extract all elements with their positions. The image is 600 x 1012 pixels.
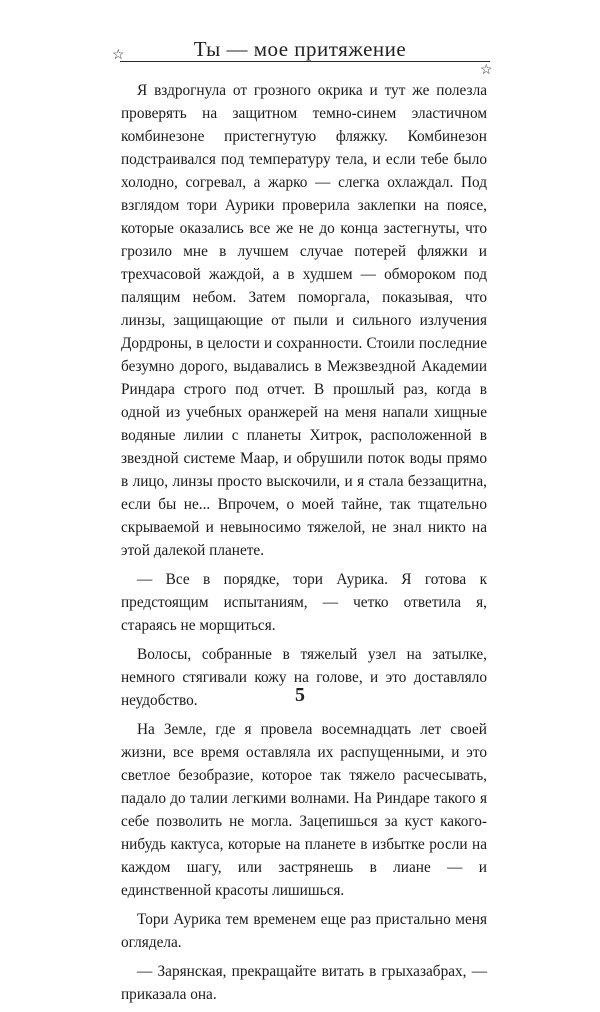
paragraph: Я вздрогнула от грозного окрика и тут же полезла проверять на защитном темно-синем эластичном комбинезоне пристегнутую фляжку. Комбинезон подстраивался под температуру тела, и если тебе было холодно, согревал, а жарко — слегка охлаждал. Под взглядом тори Аурики проверила заклепки на поясе, которые оказались все же не до конца застегнуты, что грозило мне в лучшем случае потерей фляжки и трехчасовой жаждой, а в худшем — обмороком под палящим небом. Затем поморгала, показывая, что линзы, защищающие от пыли и сильного излучения Дордроны, в целости и сохранности. Стоили последние безумно дорого, выдавались в Межзвездной Академии Риндара строго под отчет. В прошлый раз, когда в одной из учебных оранжерей на меня напали хищные водяные лилии с планеты Хитрок, расположенной в звездной системе Маар, и обрушили поток воды прямо в лицо, линзы просто выскочили, и я стала беззащитна, если бы не... Впрочем, о моей тайне, так тщательно скрываемой и невыносимо тяжелой, не знал никто на этой далекой планете.	[121, 82, 487, 559]
body-text	[121, 79, 487, 1012]
paragraph: — Зарянская, прекращайте витать в грыхазабрах, — приказала она.	[121, 963, 487, 1003]
running-header	[0, 0, 600, 78]
page-number: 5	[295, 684, 305, 706]
header-rule	[120, 61, 490, 62]
paragraph: На Земле, где я провела восемнадцать лет своей жизни, все время оставляла их распущенными, и это светлое безобразие, которое так тяжело расчесывать, падало до талии легкими волнами. На Риндаре такого я себе позволить не могла. Зацепишься за куст какого-нибудь кактуса, которые на планете в избытке росли на каждом шагу, или застрянешь в лиане — и единственной красоты лишишься.	[121, 721, 487, 899]
paragraph: — Все в порядке, тори Аурика. Я готова к предстоящим испытаниям, — четко ответила я, стараясь не морщиться.	[121, 571, 487, 634]
paragraph: Волосы, собранные в тяжелый узел на затылке, немного стягивали кожу на голове, и это доставляло неудобство.	[121, 646, 487, 709]
paragraph: Тори Аурика тем временем еще раз пристально меня оглядела.	[121, 911, 487, 951]
running-title: Ты — мое притяжение	[193, 37, 407, 61]
star-ornament-icon: ☆	[112, 48, 125, 63]
star-ornament-icon: ☆	[480, 63, 493, 78]
